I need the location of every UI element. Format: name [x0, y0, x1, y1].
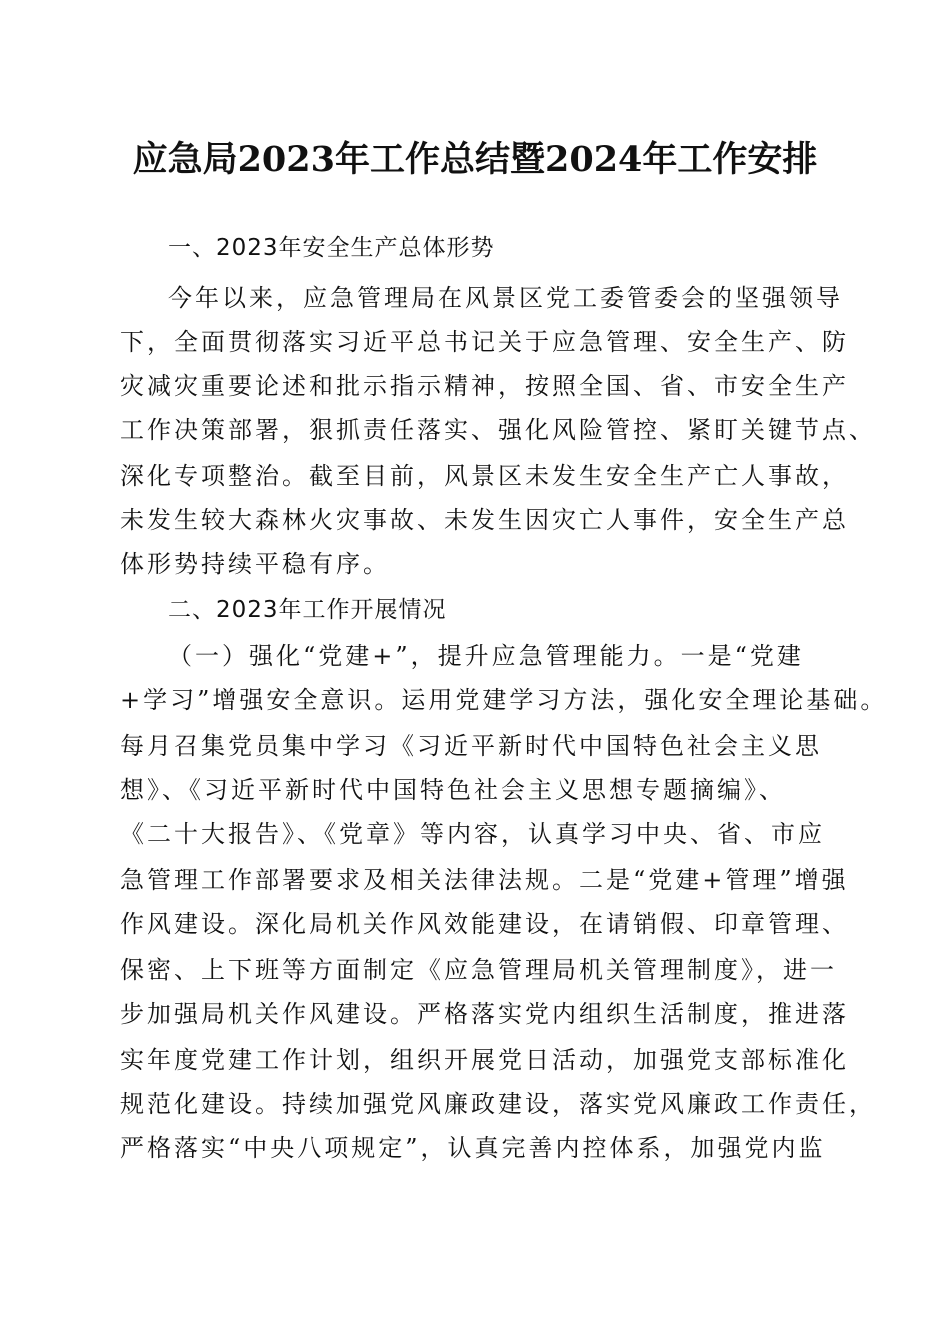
document-title: 应急局2023年工作总结暨2024年工作安排 — [132, 139, 818, 180]
paragraph-line: 工作决策部署，狠抓责任落实、强化风险管控、紧盯关键节点、 — [120, 416, 876, 444]
paragraph-line: 作风建设。深化局机关作风效能建设，在请销假、印章管理、 — [120, 910, 849, 938]
paragraph-line: 未发生较大森林火灾事故、未发生因灾亡人事件，安全生产总 — [120, 506, 849, 534]
paragraph-line: +学习”增强安全意识。运用党建学习方法，强化安全理论基础。 — [120, 686, 888, 714]
paragraph-line: 体形势持续平稳有序。 — [120, 550, 390, 578]
section-heading-1: 一、2023年安全生产总体形势 — [168, 235, 495, 261]
paragraph-line: 实年度党建工作计划，组织开展党日活动，加强党支部标准化 — [120, 1046, 849, 1074]
paragraph-line: 《二十大报告》、《党章》等内容，认真学习中央、省、市应 — [120, 820, 825, 848]
paragraph-line: 深化专项整治。截至目前，风景区未发生安全生产亡人事故， — [120, 462, 849, 490]
paragraph-line: 严格落实“中央八项规定”，认真完善内控体系，加强党内监 — [120, 1134, 826, 1162]
paragraph-line: 想》、《习近平新时代中国特色社会主义思想专题摘编》、 — [120, 776, 786, 804]
paragraph-line: （一）强化“党建+”，提升应急管理能力。一是“党建 — [168, 642, 804, 670]
paragraph-line: 保密、上下班等方面制定《应急管理局机关管理制度》，进一 — [120, 956, 837, 984]
paragraph-line: 灾减灾重要论述和批示指示精神，按照全国、省、市安全生产 — [120, 372, 849, 400]
section-heading-2: 二、2023年工作开展情况 — [168, 597, 447, 623]
paragraph-line: 今年以来，应急管理局在风景区党工委管委会的坚强领导 — [168, 284, 843, 312]
paragraph-line: 急管理工作部署要求及相关法律法规。二是“党建+管理”增强 — [120, 866, 849, 894]
paragraph-line: 步加强局机关作风建设。严格落实党内组织生活制度，推进落 — [120, 1000, 849, 1028]
paragraph-line: 规范化建设。持续加强党风廉政建设，落实党风廉政工作责任， — [120, 1090, 876, 1118]
paragraph-line: 下，全面贯彻落实习近平总书记关于应急管理、安全生产、防 — [120, 328, 849, 356]
paragraph-line: 每月召集党员集中学习《习近平新时代中国特色社会主义思 — [120, 732, 822, 760]
